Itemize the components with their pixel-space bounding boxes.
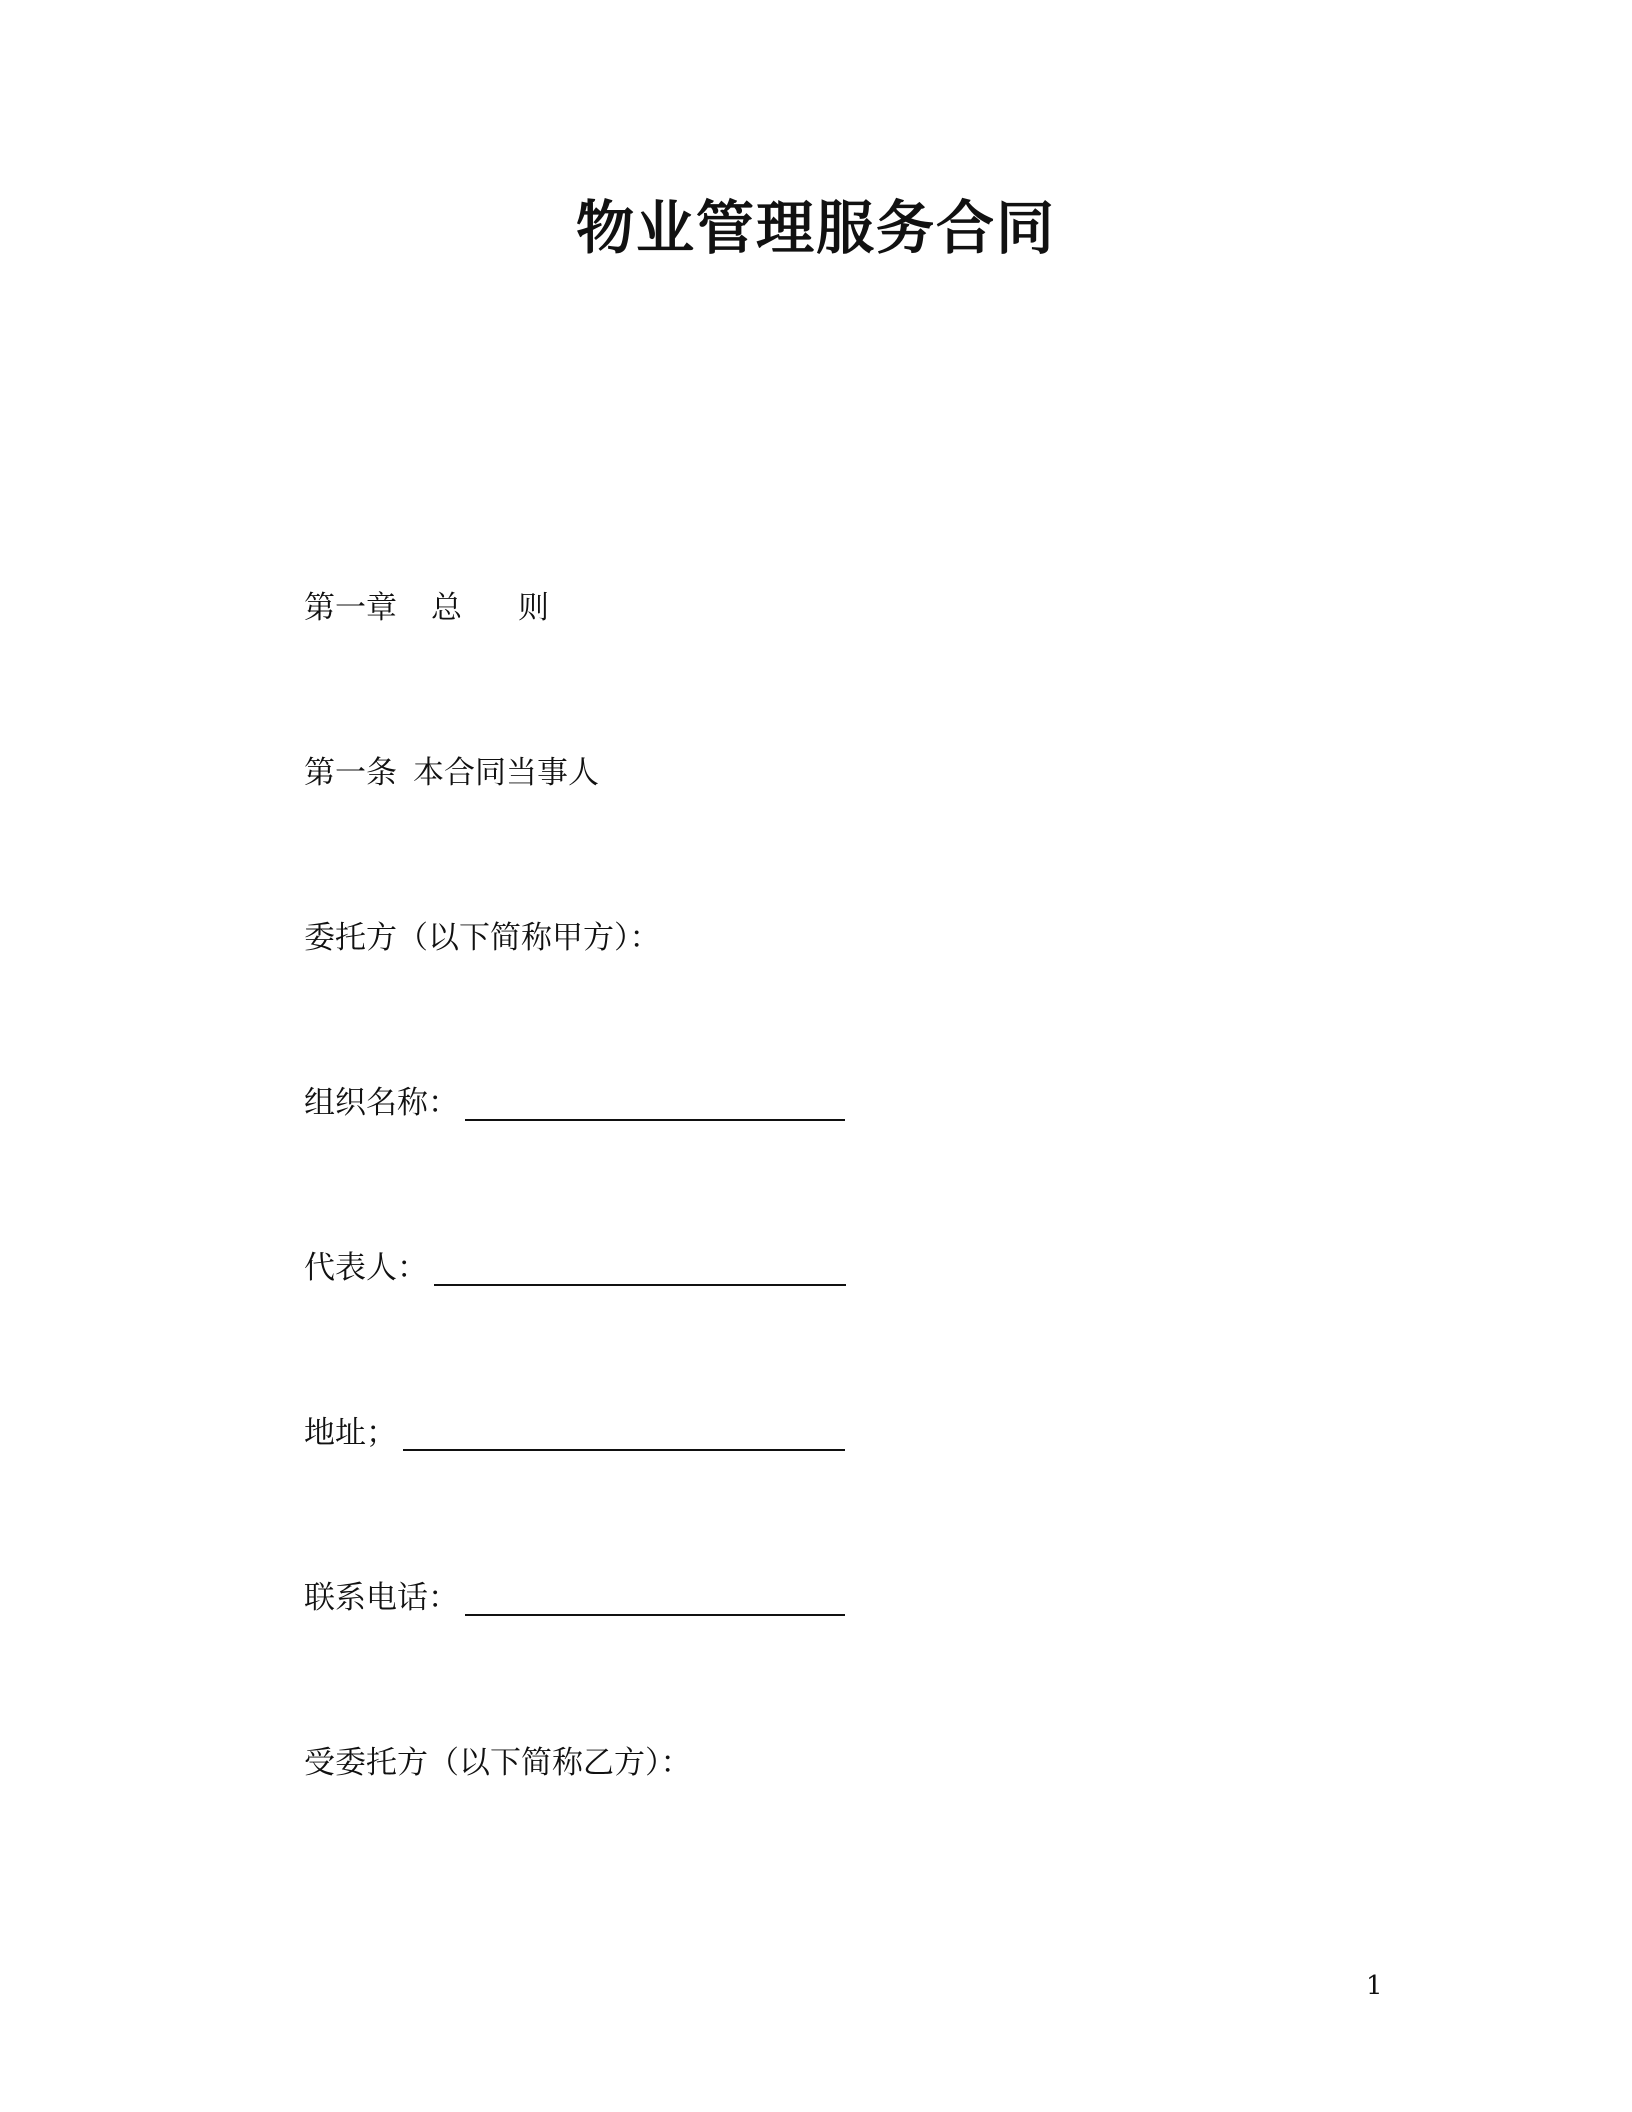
document-title: 物业管理服务合同 — [575, 194, 1056, 262]
representative-field — [304, 1248, 846, 1288]
party-a-heading — [304, 918, 661, 958]
chapter-number: 第一章 — [304, 590, 397, 626]
representative-label: 代表人： — [304, 1250, 428, 1286]
phone-field — [304, 1578, 845, 1618]
chapter-title-part2: 则 — [518, 590, 549, 626]
address-field — [304, 1413, 845, 1453]
party-a-heading-text: 委托方（以下简称甲方）： — [304, 920, 661, 956]
chapter-title-part1: 总 — [431, 590, 462, 626]
representative-blank[interactable] — [434, 1258, 846, 1286]
phone-label: 联系电话： — [304, 1580, 459, 1616]
phone-blank[interactable] — [465, 1588, 845, 1616]
chapter-heading — [304, 588, 549, 628]
page-number: 1 — [1366, 1971, 1383, 2001]
org-name-blank[interactable] — [465, 1093, 845, 1121]
address-blank[interactable] — [403, 1423, 845, 1451]
address-label: 地址； — [304, 1415, 397, 1451]
party-b-heading-text: 受委托方（以下简称乙方）： — [304, 1745, 692, 1781]
party-b-heading — [304, 1743, 692, 1783]
article-number: 第一条 — [304, 755, 397, 791]
article-text: 本合同当事人 — [413, 755, 599, 791]
org-name-field — [304, 1083, 845, 1123]
article-heading — [304, 753, 599, 793]
org-name-label: 组织名称： — [304, 1085, 459, 1121]
